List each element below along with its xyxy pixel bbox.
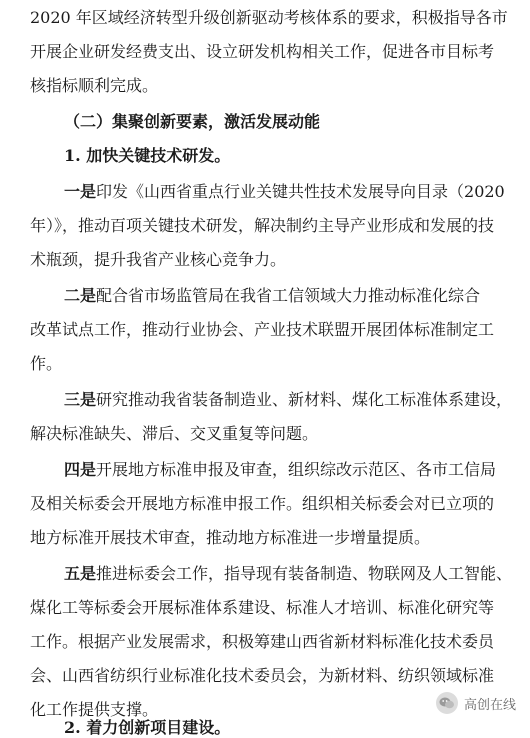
paragraph-line	[64, 390, 530, 410]
ordinal-label: 五是	[64, 564, 97, 583]
paragraph-line: 开展企业研发经费支出、设立研发机构相关工作，促进各市目标考	[30, 42, 495, 61]
paragraph-line: 及相关标委会开展地方标准申报工作。组织相关标委会对已立项的	[30, 494, 495, 513]
ordinal-label: 四是	[64, 460, 97, 479]
subsection-heading: 1. 加快关键技术研发。	[64, 146, 231, 165]
paragraph-line: 术瓶颈，提升我省产业核心竞争力。	[30, 250, 287, 269]
watermark-text: 高创在线	[463, 697, 516, 713]
ordinal-label: 二是	[64, 286, 97, 305]
paragraph-text: 推进标委会工作，指导现有装备制造、物联网及人工智能、	[96, 564, 513, 583]
paragraph-line	[64, 286, 530, 306]
paragraph-line	[64, 564, 530, 584]
paragraph-line	[64, 182, 530, 202]
paragraph-line: 改革试点工作，推动行业协会、产业技术联盟开展团体标准制定工	[30, 320, 495, 339]
paragraph-line: 化工作提供支撑。	[30, 700, 159, 719]
paragraph-line: 煤化工等标委会开展标准体系建设、标准人才培训、标准化研究等	[30, 598, 495, 617]
paragraph-line	[64, 460, 530, 480]
paragraph-line: 工作。根据产业发展需求，积极筹建山西省新材料标准化技术委员	[30, 632, 495, 651]
subsection-heading: 2. 着力创新项目建设。	[64, 718, 231, 737]
watermark	[436, 692, 516, 714]
ordinal-label: 一是	[64, 182, 97, 201]
paragraph-line: 2020 年区域经济转型升级创新驱动考核体系的要求，积极指导各市	[30, 8, 508, 27]
paragraph-line: 年）》，推动百项关键技术研发，解决制约主导产业形成和发展的技	[30, 216, 495, 235]
paragraph-line: 解决标准缺失、滞后、交叉重复等问题。	[30, 424, 319, 443]
paragraph-line: 作。	[30, 354, 63, 373]
paragraph-text: 开展地方标准申报及审查，组织综改示范区、各市工信局	[96, 460, 497, 479]
paragraph-text: 配合省市场监管局在我省工信领域大力推动标准化综合	[96, 286, 481, 305]
wechat-icon	[436, 692, 458, 714]
paragraph-line: 会、山西省纺织行业标准化技术委员会，为新材料、纺织领域标准	[30, 666, 495, 685]
ordinal-label: 三是	[64, 390, 97, 409]
section-heading: （二）集聚创新要素，激活发展动能	[64, 112, 321, 131]
paragraph-text: 印发《山西省重点行业关键共性技术发展导向目录（2020	[96, 182, 505, 201]
paragraph-line: 地方标准开展技术审查，推动地方标准进一步增量提质。	[30, 528, 431, 547]
paragraph-line: 核指标顺利完成。	[30, 76, 159, 95]
paragraph-text: 研究推动我省装备制造业、新材料、煤化工标准体系建设，	[96, 390, 513, 409]
